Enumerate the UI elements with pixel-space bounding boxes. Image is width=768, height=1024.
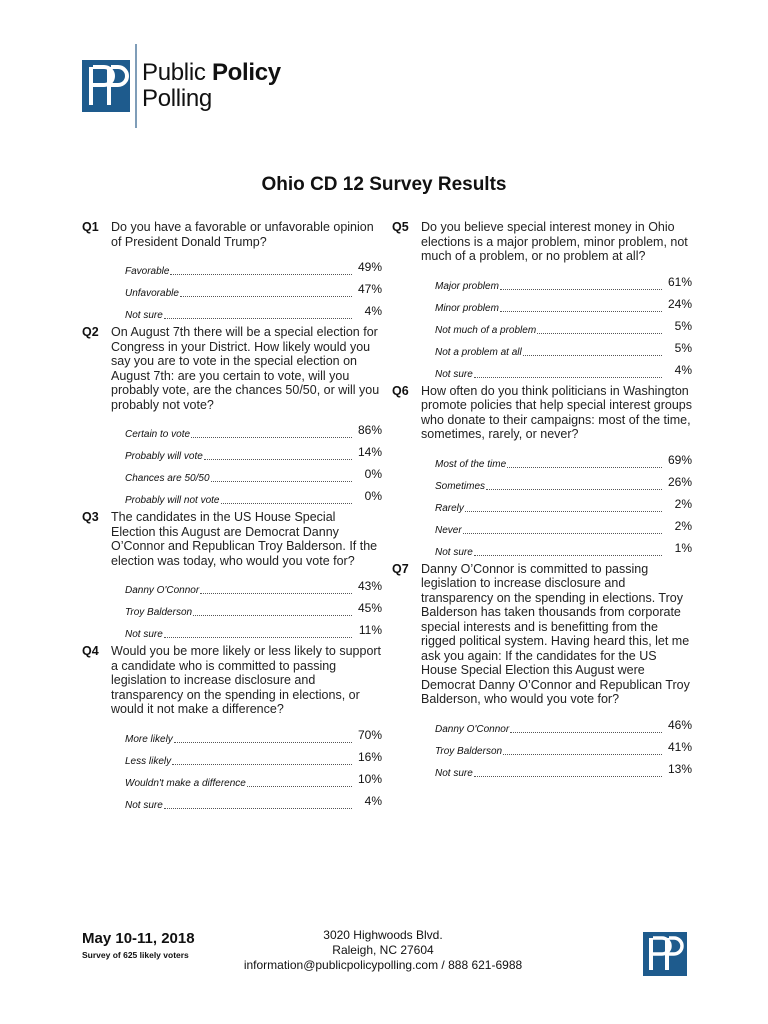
- answer-label: Not a problem at all: [435, 346, 522, 358]
- answer-row: [125, 745, 382, 767]
- answer-label: Not sure: [125, 629, 163, 640]
- dot-leader: [500, 310, 662, 312]
- answer-row: [125, 299, 382, 321]
- answer-row: [125, 255, 382, 277]
- address-line-2: Raleigh, NC 27604: [332, 943, 434, 957]
- right-column: [392, 220, 692, 783]
- question-number: Q4: [82, 644, 99, 658]
- dot-leader: [180, 295, 352, 297]
- answer-label: Probably will not vote: [125, 495, 220, 506]
- dot-leader: [193, 614, 352, 616]
- answer-label: Certain to vote: [125, 429, 191, 440]
- contact-line: information@publicpolicypolling.com / 888 621-6988: [243, 958, 523, 972]
- question-number: Q6: [392, 383, 409, 398]
- answer-percent: 1%: [674, 540, 692, 555]
- answer-row: [125, 574, 382, 596]
- answer-label: Not sure: [435, 767, 473, 779]
- answer-row: [435, 713, 692, 735]
- answer-row: [435, 358, 692, 380]
- address-line-1: 3020 Highwoods Blvd.: [323, 928, 443, 942]
- answer-label: Rarely: [435, 502, 464, 514]
- answer-percent: 41%: [667, 739, 692, 754]
- answer-row: [125, 418, 382, 440]
- question-text: On August 7th there will be a special election for Congress in your District. How likely would you say you are to vote in the special election on August 7th: are you certain to vote, will you probably vote, are the chances 50/50, or will you probably not vote?: [111, 325, 380, 412]
- answer-percent: 49%: [357, 260, 382, 274]
- dot-leader: [200, 592, 352, 594]
- answer-label: Unfavorable: [125, 288, 179, 299]
- dot-leader: [463, 532, 662, 534]
- answer-row: [435, 314, 692, 336]
- logo-wordmark: [142, 60, 281, 112]
- dot-leader: [474, 554, 662, 556]
- answer-percent: 24%: [667, 296, 692, 311]
- answer-label: Not sure: [125, 310, 163, 321]
- answer-row: [435, 757, 692, 779]
- answer-percent: 70%: [357, 727, 382, 742]
- question-block: [392, 384, 692, 558]
- dot-leader: [486, 488, 662, 490]
- page-title: Ohio CD 12 Survey Results: [261, 174, 507, 195]
- dot-leader: [465, 510, 662, 512]
- answer-percent: 5%: [674, 340, 692, 355]
- answer-row: [125, 440, 382, 462]
- answer-label: Sometimes: [435, 480, 486, 492]
- answer-list: [111, 723, 382, 811]
- answer-row: [435, 448, 692, 470]
- dot-leader: [191, 436, 352, 438]
- answer-label: Troy Balderson: [435, 745, 503, 757]
- question-block: [82, 220, 382, 321]
- answer-label: Probably will vote: [125, 451, 203, 462]
- answer-percent: 45%: [357, 601, 382, 615]
- logo-word-polling: Polling: [142, 85, 212, 112]
- dot-leader: [221, 502, 353, 504]
- question-text: How often do you think politicians in Washington promote policies that help special interest groups who donate to their campaigns: most of the time, sometimes, rarely, or never?: [421, 383, 692, 441]
- contact-block: [218, 928, 548, 973]
- answer-row: [125, 277, 382, 299]
- survey-date: May 10-11, 2018: [82, 930, 195, 947]
- answer-row: [435, 735, 692, 757]
- answer-label: Not sure: [125, 799, 163, 811]
- dot-leader: [247, 785, 352, 787]
- question-text: Danny O’Connor is committed to passing legislation to increase disclosure and transparency on the spending in elections. Troy Balderson has taken thousands from corporate special interests and is benefitting from the rigged political system. Having heard this, let me ask you again: If the candidates for the US House Special Election this August were Democrat Danny O’Connor and Republican Troy Balderson, who would you vote for?: [421, 561, 690, 706]
- answer-percent: 4%: [364, 304, 382, 318]
- answer-label: Favorable: [125, 266, 170, 277]
- answer-percent: 26%: [667, 474, 692, 489]
- answer-row: [435, 336, 692, 358]
- dot-leader: [204, 458, 352, 460]
- answer-percent: 10%: [357, 771, 382, 786]
- dot-leader: [507, 466, 662, 468]
- answer-label: Minor problem: [435, 302, 499, 314]
- survey-sample: Survey of 625 likely voters: [82, 950, 189, 960]
- dot-leader: [474, 775, 662, 777]
- logo-word-policy: Policy: [211, 59, 281, 86]
- answer-row: [125, 596, 382, 618]
- answer-list: [421, 270, 692, 380]
- answer-label: Wouldn't make a difference: [125, 777, 246, 789]
- answer-row: [435, 292, 692, 314]
- question-number: Q5: [392, 220, 409, 234]
- answer-label: More likely: [125, 733, 173, 745]
- answer-percent: 4%: [674, 362, 692, 377]
- left-column: [82, 220, 382, 815]
- answer-row: [435, 470, 692, 492]
- answer-label: Less likely: [125, 755, 172, 767]
- answer-list: [421, 713, 692, 779]
- question-block: [82, 644, 382, 811]
- answer-label: Not much of a problem: [435, 324, 537, 336]
- dot-leader: [510, 731, 662, 733]
- question-block: [392, 220, 692, 380]
- dot-leader: [474, 376, 662, 378]
- answer-label: Not sure: [435, 368, 473, 380]
- answer-percent: 43%: [357, 579, 382, 593]
- answer-row: [435, 536, 692, 558]
- dot-leader: [164, 317, 352, 319]
- answer-row: [435, 492, 692, 514]
- dot-leader: [537, 332, 662, 334]
- answer-row: [125, 462, 382, 484]
- dot-leader: [211, 480, 352, 482]
- question-number: Q7: [392, 561, 409, 576]
- answer-percent: 2%: [674, 518, 692, 533]
- dot-leader: [172, 763, 352, 765]
- answer-row: [125, 789, 382, 811]
- question-text: Would you be more likely or less likely to support a candidate who is committed to passing legislation to increase disclosure and transparency on the spending in elections, or would it not make a difference?: [111, 644, 382, 716]
- answer-label: Chances are 50/50: [125, 473, 210, 484]
- answer-list: [111, 255, 382, 321]
- dot-leader: [170, 273, 352, 275]
- answer-list: [111, 574, 382, 640]
- answer-list: [111, 418, 382, 506]
- answer-row: [125, 767, 382, 789]
- answer-label: Troy Balderson: [125, 607, 193, 618]
- question-number: Q3: [82, 510, 99, 524]
- answer-percent: 0%: [364, 489, 382, 503]
- question-number: Q2: [82, 325, 99, 339]
- answer-row: [435, 270, 692, 292]
- answer-percent: 46%: [667, 717, 692, 732]
- dot-leader: [503, 753, 662, 755]
- dot-leader: [164, 807, 352, 809]
- answer-label: Not sure: [435, 546, 473, 558]
- question-text: The candidates in the US House Special Election this August are Democrat Danny O’Connor and Republican Troy Balderson. If the election was today, who would you vote for?: [111, 510, 378, 568]
- question-block: [392, 562, 692, 779]
- dot-leader: [523, 354, 662, 356]
- answer-percent: 61%: [667, 274, 692, 289]
- answer-percent: 16%: [357, 749, 382, 764]
- answer-label: Most of the time: [435, 458, 507, 470]
- answer-row: [125, 723, 382, 745]
- logo-divider: [135, 44, 137, 128]
- answer-percent: 2%: [674, 496, 692, 511]
- dot-leader: [500, 288, 662, 290]
- dot-leader: [174, 741, 352, 743]
- answer-percent: 11%: [358, 623, 382, 637]
- question-text: Do you believe special interest money in Ohio elections is a major problem, minor problem, not much of a problem, or no problem at all?: [421, 220, 688, 263]
- answer-row: [125, 484, 382, 506]
- answer-row: [125, 618, 382, 640]
- ppp-footer-logo: [643, 932, 687, 976]
- answer-label: Danny O'Connor: [125, 585, 200, 596]
- answer-percent: 47%: [357, 282, 382, 296]
- question-number: Q1: [82, 220, 99, 234]
- question-block: [82, 325, 382, 506]
- answer-label: Danny O'Connor: [435, 723, 510, 735]
- answer-percent: 14%: [357, 445, 382, 459]
- answer-percent: 13%: [667, 761, 692, 776]
- answer-row: [435, 514, 692, 536]
- dot-leader: [164, 636, 352, 638]
- answer-label: Major problem: [435, 280, 499, 292]
- logo-word-public: Public: [142, 59, 212, 86]
- answer-percent: 4%: [364, 793, 382, 808]
- answer-label: Never: [435, 524, 462, 536]
- answer-percent: 69%: [667, 452, 692, 467]
- answer-percent: 86%: [357, 423, 382, 437]
- answer-list: [421, 448, 692, 558]
- question-block: [82, 510, 382, 640]
- ppp-logo-mark: [82, 60, 130, 112]
- answer-percent: 5%: [674, 318, 692, 333]
- answer-percent: 0%: [364, 467, 382, 481]
- question-text: Do you have a favorable or unfavorable opinion of President Donald Trump?: [111, 220, 374, 249]
